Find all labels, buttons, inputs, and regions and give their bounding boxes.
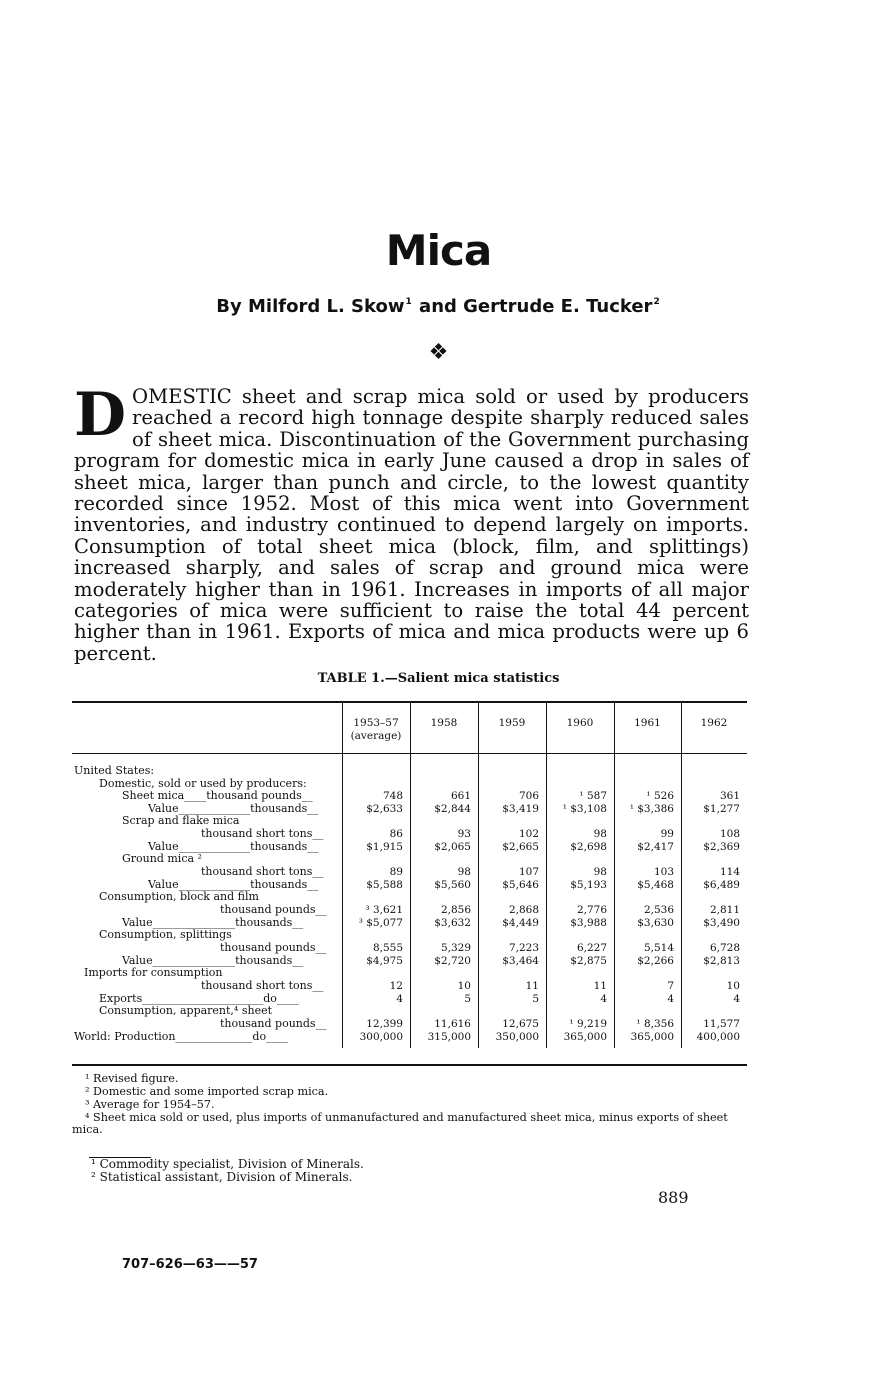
row-label: Value_____________thousands__ (148, 839, 319, 853)
table-cell: 102 (518, 828, 539, 840)
author-1-note-mark: 1 (405, 297, 412, 307)
table-cell: 2,536 (643, 904, 674, 916)
column-header: 1962 (700, 717, 728, 729)
column-header: 1961 (634, 717, 661, 729)
table-cell: 8,555 (372, 942, 403, 954)
table-cell: 86 (389, 828, 403, 840)
article-title: Mica (385, 226, 492, 275)
table-cell: $5,560 (434, 878, 471, 891)
table-cell: $3,464 (502, 954, 539, 967)
table-cell: $3,988 (570, 916, 607, 929)
table-title: TABLE 1.—Salient mica statistics (317, 671, 560, 686)
table-footnote: ³ Average for 1954–57. (85, 1098, 215, 1111)
table-cell: 5 (464, 992, 471, 1005)
table-cell: 2,776 (576, 904, 607, 916)
row-label: thousand pounds__ (220, 903, 327, 916)
table-cell: 6,728 (709, 942, 740, 954)
table-cell: $2,875 (570, 954, 607, 967)
table-cell: 2,868 (508, 904, 539, 916)
table-cell: 98 (593, 866, 607, 878)
table-cell: 98 (457, 866, 471, 878)
table-cell: $2,665 (502, 840, 539, 853)
table-cell: 5,514 (643, 942, 674, 954)
table-cell: 11,577 (703, 1018, 740, 1030)
table-cell: 12,399 (366, 1018, 403, 1030)
row-label: thousand pounds__ (220, 941, 327, 954)
table-cell: $2,720 (434, 954, 471, 967)
table-cell: 98 (593, 828, 607, 840)
table-cell: 748 (382, 790, 403, 802)
table-cell: $2,266 (637, 954, 674, 967)
table-cell: $5,646 (502, 878, 539, 891)
table-cell: $2,844 (434, 802, 471, 815)
table-cell: 93 (457, 828, 471, 840)
row-label: United States: (74, 764, 155, 777)
column-header: 1960 (566, 717, 594, 729)
table-cell: 315,000 (427, 1030, 471, 1043)
table-cell: 4 (396, 992, 403, 1005)
table-cell: ³ $5,077 (358, 916, 403, 929)
row-label: Consumption, apparent,⁴ sheet (99, 1004, 273, 1017)
row-label: Value_______________thousands__ (122, 915, 304, 929)
table-cell: $2,813 (703, 954, 740, 967)
table-cell: 361 (719, 790, 740, 802)
table-cell: $2,633 (366, 802, 403, 815)
row-label: Exports______________________do____ (99, 991, 299, 1005)
table-cell: $2,698 (570, 840, 607, 853)
table-cell: 300,000 (359, 1030, 403, 1043)
table-cell: 5,329 (440, 942, 471, 954)
table-cell: $2,065 (434, 840, 471, 853)
table-cell: 10 (457, 980, 471, 992)
table-cell: 6,227 (576, 942, 607, 954)
row-label: Value_______________thousands__ (122, 953, 304, 967)
table-cell: 400,000 (696, 1030, 740, 1043)
table-cell: 4 (733, 992, 740, 1005)
table-cell: 89 (389, 866, 403, 878)
row-label: Consumption, splittings (99, 928, 232, 941)
table-cell: 706 (518, 790, 539, 802)
row-label: Imports for consumption (84, 966, 223, 979)
table-cell: $5,193 (570, 878, 607, 891)
table-cell: 7,223 (508, 942, 539, 954)
row-label: thousand short tons__ (201, 979, 324, 992)
table-cell: ¹ 587 (579, 790, 607, 802)
table-cell: $1,915 (366, 840, 403, 853)
table-cell: ¹ $3,108 (562, 802, 607, 815)
table-cell: $6,489 (703, 878, 740, 891)
row-label: thousand short tons__ (201, 827, 324, 840)
intro-paragraph (74, 380, 749, 665)
row-label: Consumption, block and film (99, 890, 259, 903)
drop-cap: D (74, 380, 127, 450)
table-cell: $4,449 (502, 916, 539, 929)
table-cell: $3,630 (637, 916, 674, 929)
table-cell: $1,277 (703, 802, 740, 815)
author-2: and Gertrude E. Tucker (419, 296, 653, 317)
table-footnote: ² Domestic and some imported scrap mica. (85, 1085, 329, 1098)
table-cell: 2,811 (709, 904, 740, 916)
table-cell: 350,000 (495, 1030, 539, 1043)
table-cell: 2,856 (440, 904, 471, 916)
table-cell: 11 (525, 980, 539, 992)
table-cell: ³ 3,621 (365, 904, 403, 916)
table-cell: 5 (532, 992, 539, 1005)
table-cell: 10 (726, 980, 740, 992)
intro-text: OMESTIC sheet and scrap mica sold or used by producers reached a record high tonnage despite sharply reduced sales of sheet mica. Discontinuation of the Government purchasing program for domestic mica in early June caused a drop in sales of sheet mica, larger than punch and circle, to the lowest quantity recorded since 1952. Most of this mica went into Government inventories, and industry continued to depend largely on imports. Consumption of total sheet mica (block, film, and splittings) increased sharply, and sales of scrap and ground mica were moderately higher than in 1961. Increases in imports of all major categories of mica were sufficient to raise the total 44 percent higher than in 1961. Exports of mica and mica products were up 6 percent. (74, 385, 749, 665)
table-cell: 365,000 (630, 1030, 674, 1043)
row-label: Sheet mica____thousand pounds__ (122, 789, 313, 802)
ornament-icon: ❖ (428, 340, 449, 365)
column-header: 1958 (430, 717, 458, 729)
table-cell: 365,000 (563, 1030, 607, 1043)
author-footnote: ² Statistical assistant, Division of Minerals. (91, 1170, 353, 1184)
row-label: thousand pounds__ (220, 1017, 327, 1030)
author-footnote: ¹ Commodity specialist, Division of Minerals. (91, 1157, 364, 1171)
table-cell: 11,616 (434, 1018, 471, 1030)
table-cell: 661 (450, 790, 471, 802)
row-label: Scrap and flake mica (122, 814, 240, 827)
table-cell: $5,588 (366, 878, 403, 891)
table-cell: 12,675 (502, 1018, 539, 1030)
table-cell: 107 (518, 866, 539, 878)
print-code: 707–626—63——57 (122, 1257, 258, 1272)
table-cell: 99 (660, 828, 674, 840)
table-cell: $3,490 (703, 916, 740, 929)
row-label: World: Production______________do____ (74, 1029, 289, 1043)
table-cell: ¹ 526 (646, 790, 674, 802)
page-number: 889 (658, 1188, 689, 1207)
table-cell: 4 (667, 992, 674, 1005)
table-cell: 11 (593, 980, 607, 992)
table-footnote: ⁴ Sheet mica sold or used, plus imports of unmanufactured and manufactured sheet mica, minus exports of sheet mica. (72, 1111, 728, 1136)
row-label: Value_____________thousands__ (148, 877, 319, 891)
salient-statistics-table (72, 701, 747, 1069)
table-cell: $4,975 (366, 954, 403, 967)
table-cell: $2,369 (703, 840, 740, 853)
table-cell: 114 (719, 866, 740, 878)
column-header: 1953–57 (average) (350, 717, 402, 742)
table-cell: ¹ 9,219 (569, 1018, 607, 1030)
table-cell: ¹ 8,356 (636, 1018, 674, 1030)
table-cell: 7 (667, 980, 674, 992)
row-label: thousand short tons__ (201, 865, 324, 878)
table-footnote: ¹ Revised figure. (85, 1072, 179, 1085)
table-cell: 4 (600, 992, 607, 1005)
row-label: Domestic, sold or used by producers: (99, 776, 307, 790)
table-cell: 12 (389, 980, 403, 992)
row-label: Ground mica ² (122, 852, 202, 865)
table-cell: ¹ $3,386 (629, 802, 674, 815)
author-2-note-mark: 2 (653, 297, 660, 307)
table-cell: 108 (719, 828, 740, 840)
table-cell: $5,468 (637, 878, 674, 891)
row-label: Value_____________thousands__ (148, 801, 319, 815)
byline (0, 296, 877, 317)
table-bottom-rule (72, 1064, 747, 1066)
table-cell: $2,417 (637, 840, 674, 853)
table-cell: $3,632 (434, 916, 471, 929)
table-cell: 103 (653, 866, 674, 878)
column-header: 1959 (498, 717, 526, 729)
author-1: By Milford L. Skow (216, 296, 405, 317)
table-cell: $3,419 (502, 802, 539, 815)
